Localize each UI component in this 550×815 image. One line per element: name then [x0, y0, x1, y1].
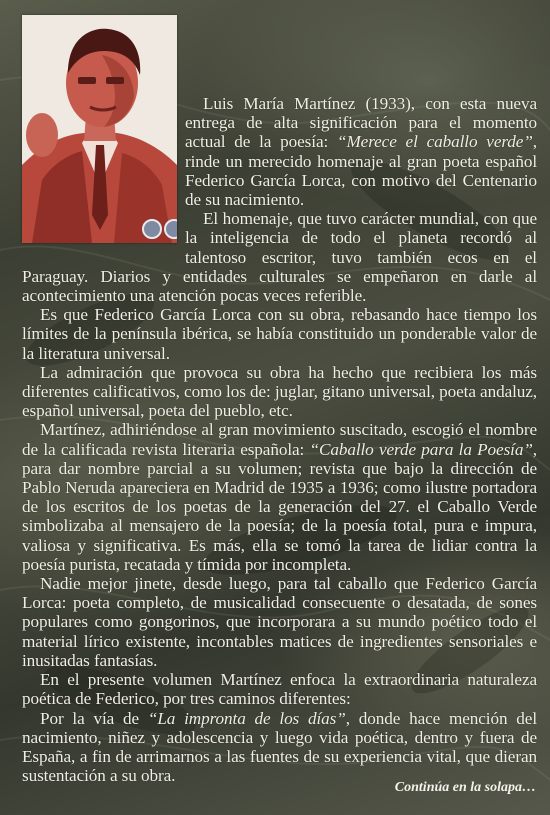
paragraph-6 — [22, 574, 537, 670]
paragraph-8-text-a: Por la vía de — [40, 708, 148, 728]
paragraph-6-text: Nadie mejor jinete, desde luego, para tal caballo que Federico García Lorca: poeta completo, de musicalidad consecuente o desatada, de sones populares como gongorinos, que incorporara a su mundo poético todo el material lírico existente, incontables matices de ingredientes sensoriales e inusitadas fantasías. — [22, 574, 537, 670]
portrait-float-spacer — [22, 94, 185, 248]
paragraph-1-title: “Merece el caballo verde” — [336, 132, 533, 152]
paragraph-5-title: “Caballo verde para la Poesía” — [309, 439, 533, 459]
paragraph-1-text-a: Luis María Martínez (1933), con esta nueva entrega de alta significación para el momento actual de la poesía: — [185, 94, 537, 152]
paragraph-5 — [22, 420, 537, 574]
paragraph-4-text: La admiración que provoca su obra ha hecho que recibiera los más diferentes calificativos, como los de: juglar, gitano universal, poeta andaluz, español universal, poeta del pueblo, etc. — [22, 362, 537, 421]
paragraph-8-text-b: , donde hace mención del nacimiento, niñez y adolescencia y luego vida poética, dentro y fuera de España, a fin de arrimarnos a las fuentes de su experiencia vital, que dieran sustentación a su obra. — [22, 708, 538, 786]
paragraph-3-text: Es que Federico García Lorca con su obra, rebasando hace tiempo los límites de la península ibérica, se había constituido un ponderable valor de la literatura universal. — [22, 305, 537, 363]
paragraph-8-title: “La impronta de los días” — [147, 708, 346, 728]
back-cover-text — [22, 94, 537, 785]
paragraph-5-text-a: Martínez, adhiriéndose al gran movimiento suscitado, escogió el nombre de la calificada revista literaria española: — [22, 420, 537, 459]
paragraph-7-text: En el presente volumen Martínez enfoca la extraordinaria naturaleza poética de Federico, por tres caminos diferentes: — [22, 670, 537, 709]
paragraph-1-text-b: , rinde un merecido homenaje al gran poeta español Federico García Lorca, con motivo del Centenario de su nacimiento. — [185, 132, 537, 210]
paragraph-7 — [22, 670, 537, 708]
paragraph-2-text: El homenaje, que tuvo carácter mundial, con que la inteligencia de todo el planeta recordó al talentoso escritor, tuvo también ecos en el Paraguay. Diarios y entidades culturales se empeñaron en darle al acontecimiento una atención pocas veces referible. — [22, 209, 537, 306]
paragraph-5-text-b: , para dar nombre parcial a su volumen; revista que bajo la dirección de Pablo Neruda apareciera en Madrid de 1935 a 1936; como ilustre portadora de los escritos de los poetas de la generación del 27. el Caballo Verde simbolizaba al mensajero de la poesía; de la poesía total, pura e impura, valiosa y significativa. Es más, ella se tomó la tarea de lidiar contra la poesía purista, recatada y tímida por incompleta. — [22, 439, 537, 574]
paragraph-4 — [22, 363, 537, 421]
paragraph-8 — [22, 709, 537, 786]
paragraph-3 — [22, 305, 537, 363]
continued-on-flap-note: Continúa en la solapa… — [394, 780, 536, 795]
